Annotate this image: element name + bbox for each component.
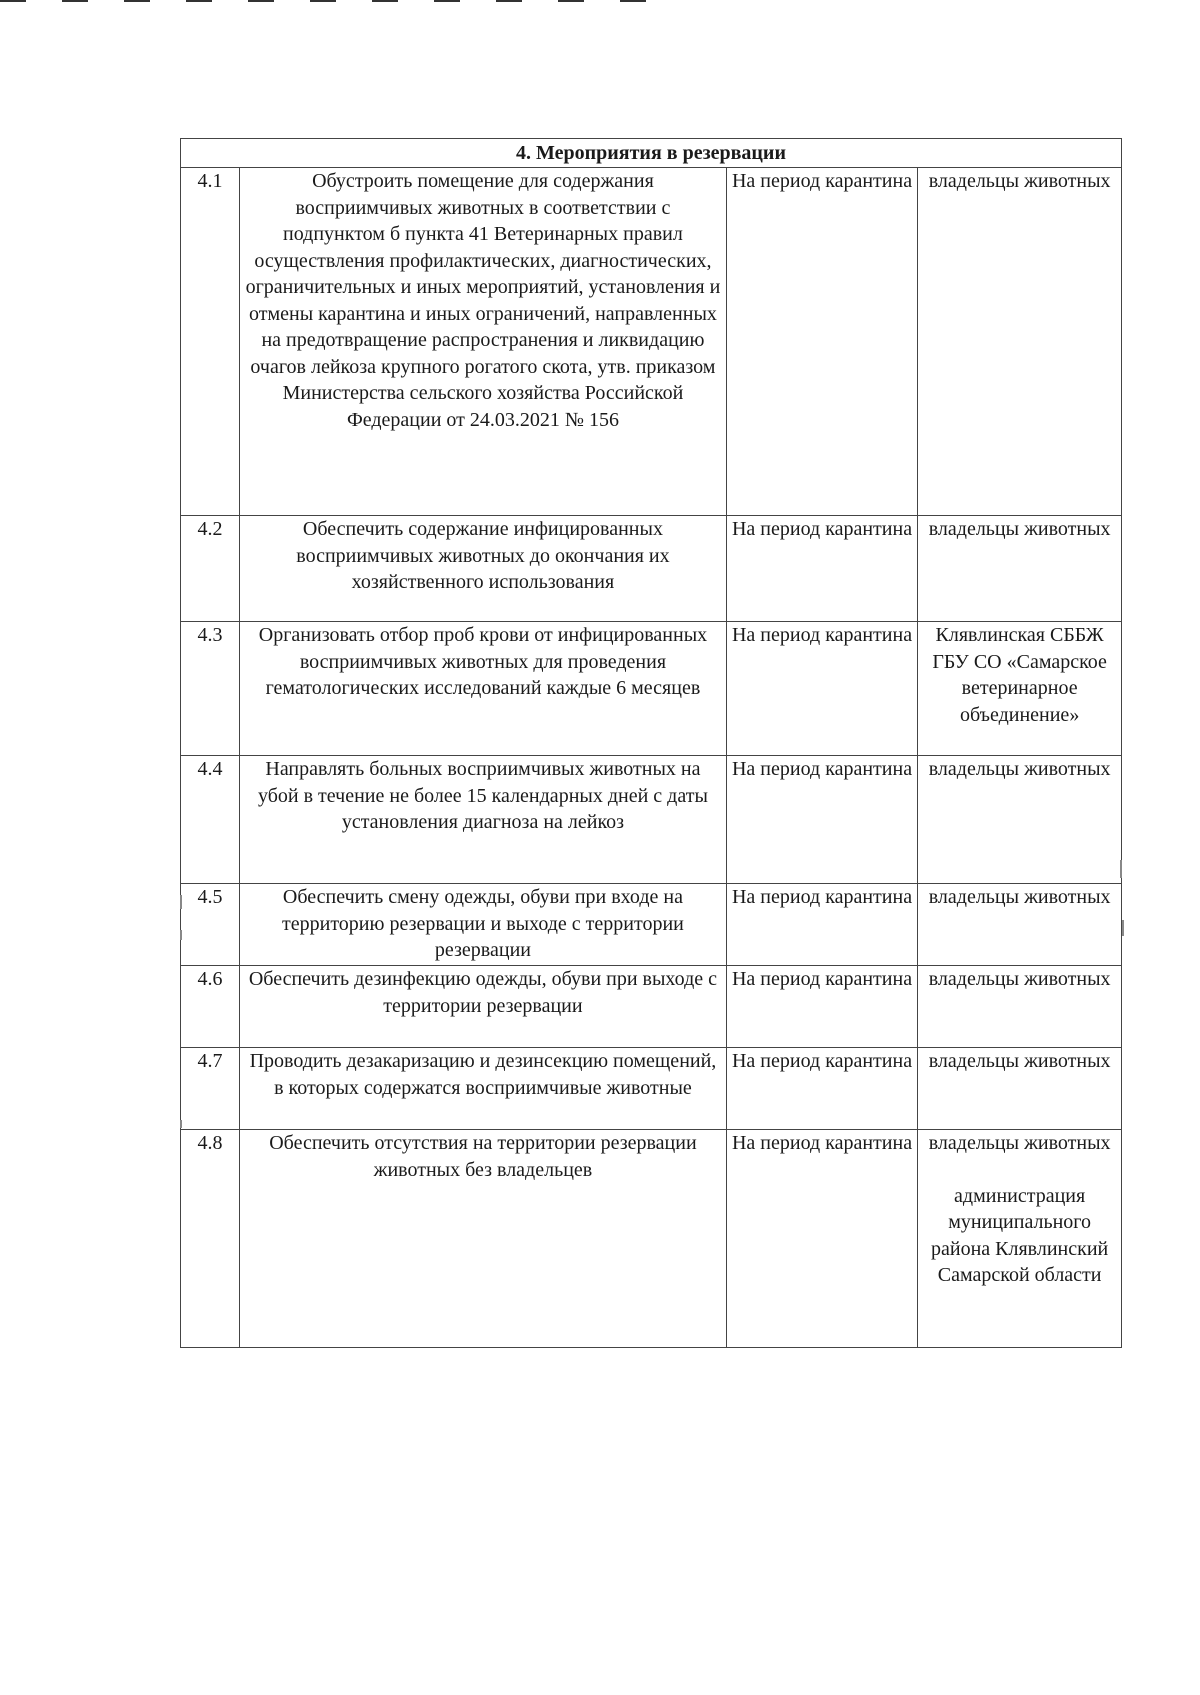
row-description: Обеспечить смену одежды, обуви при входе на территорию резервации и выходе с территории резервации xyxy=(240,884,727,966)
table-row xyxy=(181,884,1122,966)
row-term: На период карантина xyxy=(726,884,917,966)
row-number: 4.6 xyxy=(181,966,240,1048)
responsible-party: владельцы животных xyxy=(928,886,1111,908)
scan-artifact-mark xyxy=(180,895,182,909)
row-description: Организовать отбор проб крови от инфицированных восприимчивых животных для проведения гематологических исследований каждые 6 месяцев xyxy=(240,622,727,756)
row-responsible xyxy=(918,756,1122,884)
row-term: На период карантина xyxy=(726,168,917,516)
responsible-party: владельцы животных xyxy=(928,1050,1111,1072)
section-title: 4. Мероприятия в резервации xyxy=(181,139,1122,168)
responsible-party: владельцы животных xyxy=(928,170,1111,192)
row-description: Обеспечить содержание инфицированных восприимчивых животных до окончания их хозяйственного использования xyxy=(240,516,727,622)
table-row xyxy=(181,966,1122,1048)
row-responsible xyxy=(918,1130,1122,1348)
row-description: Проводить дезакаризацию и дезинсекцию помещений, в которых содержатся восприимчивые животные xyxy=(240,1048,727,1130)
row-description: Направлять больных восприимчивых животных на убой в течение не более 15 календарных дней с даты установления диагноза на лейкоз xyxy=(240,756,727,884)
row-number: 4.8 xyxy=(181,1130,240,1348)
row-number: 4.2 xyxy=(181,516,240,622)
row-responsible xyxy=(918,622,1122,756)
responsible-party: Клявлинская СББЖ ГБУ СО «Самарское ветеринарное объединение» xyxy=(932,624,1107,726)
scan-artifact-mark xyxy=(180,930,182,940)
scan-artifact-mark xyxy=(180,1120,182,1128)
row-description: Обеспечить отсутствия на территории резервации животных без владельцев xyxy=(240,1130,727,1348)
responsible-party: владельцы животных xyxy=(928,518,1111,540)
row-number: 4.1 xyxy=(181,168,240,516)
document-page xyxy=(180,138,1122,1348)
row-description: Обустроить помещение для содержания восприимчивых животных в соответствии с подпунктом б пункта 41 Ветеринарных правил осуществления профилактических, диагностических, ограничительных и иных мероприятий, установления и отмены карантина и иных ограничений, направленных на предотвращение распространения и ликвидацию очагов лейкоза крупного рогатого скота, утв. приказом Министерства сельского хозяйства Российской Федерации от 24.03.2021 № 156 xyxy=(240,168,727,516)
row-term: На период карантина xyxy=(726,1130,917,1348)
responsible-spacer xyxy=(922,1157,1117,1183)
row-responsible xyxy=(918,1048,1122,1130)
table-row xyxy=(181,1130,1122,1348)
row-responsible xyxy=(918,168,1122,516)
table-row xyxy=(181,1048,1122,1130)
row-number: 4.4 xyxy=(181,756,240,884)
table-row xyxy=(181,516,1122,622)
row-responsible xyxy=(918,966,1122,1048)
scan-artifact-mark xyxy=(1120,860,1122,878)
measures-table xyxy=(180,138,1122,1348)
table-row xyxy=(181,622,1122,756)
scan-artifact-mark xyxy=(1122,920,1124,936)
section-header-row xyxy=(181,139,1122,168)
responsible-party: владельцы животных xyxy=(928,968,1111,990)
row-number: 4.3 xyxy=(181,622,240,756)
row-number: 4.7 xyxy=(181,1048,240,1130)
row-term: На период карантина xyxy=(726,756,917,884)
row-number: 4.5 xyxy=(181,884,240,966)
row-term: На период карантина xyxy=(726,516,917,622)
row-description: Обеспечить дезинфекцию одежды, обуви при выходе с территории резервации xyxy=(240,966,727,1048)
table-row xyxy=(181,168,1122,516)
responsible-party: владельцы животных xyxy=(928,758,1111,780)
table-row xyxy=(181,756,1122,884)
row-term: На период карантина xyxy=(726,966,917,1048)
responsible-party: владельцы животных xyxy=(928,1132,1111,1154)
scan-dash-row xyxy=(0,0,700,6)
row-responsible xyxy=(918,884,1122,966)
row-responsible xyxy=(918,516,1122,622)
responsible-party: администрация муниципального района Клявлинский Самарской области xyxy=(931,1184,1109,1286)
row-term: На период карантина xyxy=(726,1048,917,1130)
row-term: На период карантина xyxy=(726,622,917,756)
